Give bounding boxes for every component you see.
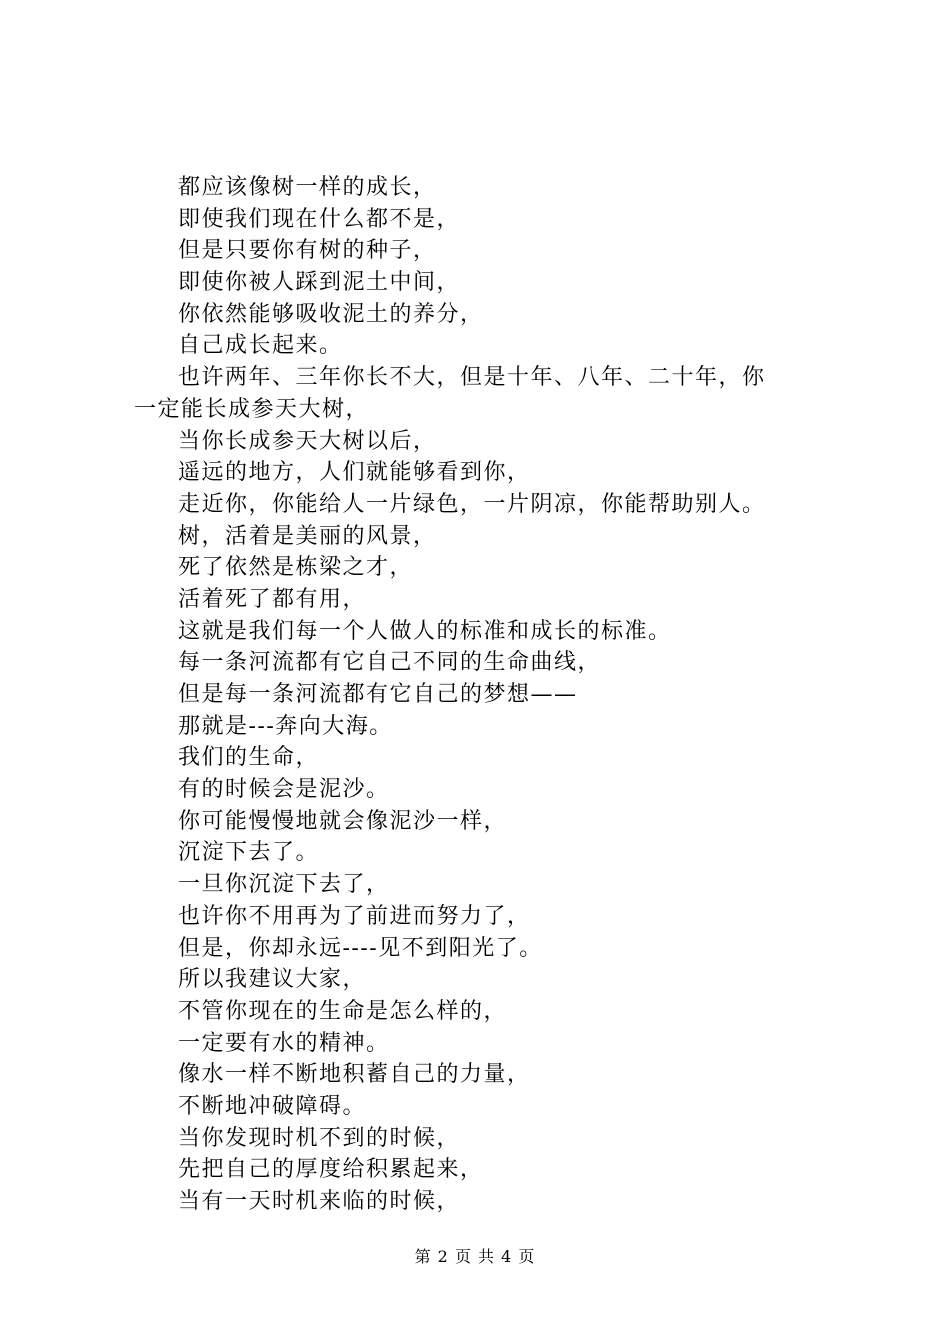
text-line: 不断地冲破障碍。 bbox=[178, 1093, 367, 1119]
text-line: 走近你，你能给人一片绿色，一片阴凉，你能帮助别人。 bbox=[178, 491, 766, 517]
text-line: 遥远的地方，人们就能够看到你， bbox=[178, 460, 531, 486]
text-line: 那就是---奔向大海。 bbox=[178, 713, 393, 739]
text-line: 这就是我们每一个人做人的标准和成长的标准。 bbox=[178, 618, 672, 644]
paragraph-first-line: 也许两年、三年你长不大，但是十年、八年、二十年，你 bbox=[178, 365, 766, 391]
text-line: 当有一天时机来临的时候， bbox=[178, 1189, 461, 1214]
text-line: 但是，你却永远----见不到阳光了。 bbox=[178, 935, 543, 961]
text-line: 自己成长起来。 bbox=[178, 333, 343, 359]
text-line: 不管你现在的生命是怎么样的， bbox=[178, 998, 508, 1024]
text-line: 你依然能够吸收泥土的养分， bbox=[178, 301, 484, 327]
text-line: 当你长成参天大树以后， bbox=[178, 428, 437, 454]
text-line: 沉淀下去了。 bbox=[178, 840, 320, 866]
text-line: 活着死了都有用， bbox=[178, 586, 367, 612]
text-line: 即使我们现在什么都不是， bbox=[178, 206, 461, 232]
text-line: 像水一样不断地积蓄自己的力量， bbox=[178, 1062, 531, 1088]
text-line: 即使你被人踩到泥土中间， bbox=[178, 270, 461, 296]
text-line: 都应该像树一样的成长， bbox=[178, 175, 437, 200]
text-line: 所以我建议大家， bbox=[178, 967, 367, 993]
text-line: 一定要有水的精神。 bbox=[178, 1030, 390, 1056]
text-line: 树，活着是美丽的风景， bbox=[178, 523, 437, 549]
text-line: 当你发现时机不到的时候， bbox=[178, 1125, 461, 1151]
text-line: 你可能慢慢地就会像泥沙一样， bbox=[178, 808, 508, 834]
page-footer: 第 2 页 共 4 页 bbox=[414, 1247, 536, 1266]
text-line: 也许你不用再为了前进而努力了， bbox=[178, 903, 531, 929]
text-line: 每一条河流都有它自己不同的生命曲线， bbox=[178, 650, 602, 676]
text-line: 我们的生命， bbox=[178, 745, 320, 771]
text-line: 但是只要你有树的种子， bbox=[178, 238, 437, 264]
text-line: 先把自己的厚度给积累起来， bbox=[178, 1157, 484, 1183]
text-line: 但是每一条河流都有它自己的梦想—— bbox=[178, 682, 578, 707]
text-line: 死了依然是栋梁之才， bbox=[178, 555, 414, 581]
body-text bbox=[134, 172, 834, 1218]
text-line: 一旦你沉淀下去了， bbox=[178, 872, 390, 898]
paragraph-continuation-line: 一定能长成参天大树， bbox=[134, 396, 370, 422]
text-line: 有的时候会是泥沙。 bbox=[178, 777, 390, 803]
wrapped-paragraph bbox=[134, 362, 834, 425]
